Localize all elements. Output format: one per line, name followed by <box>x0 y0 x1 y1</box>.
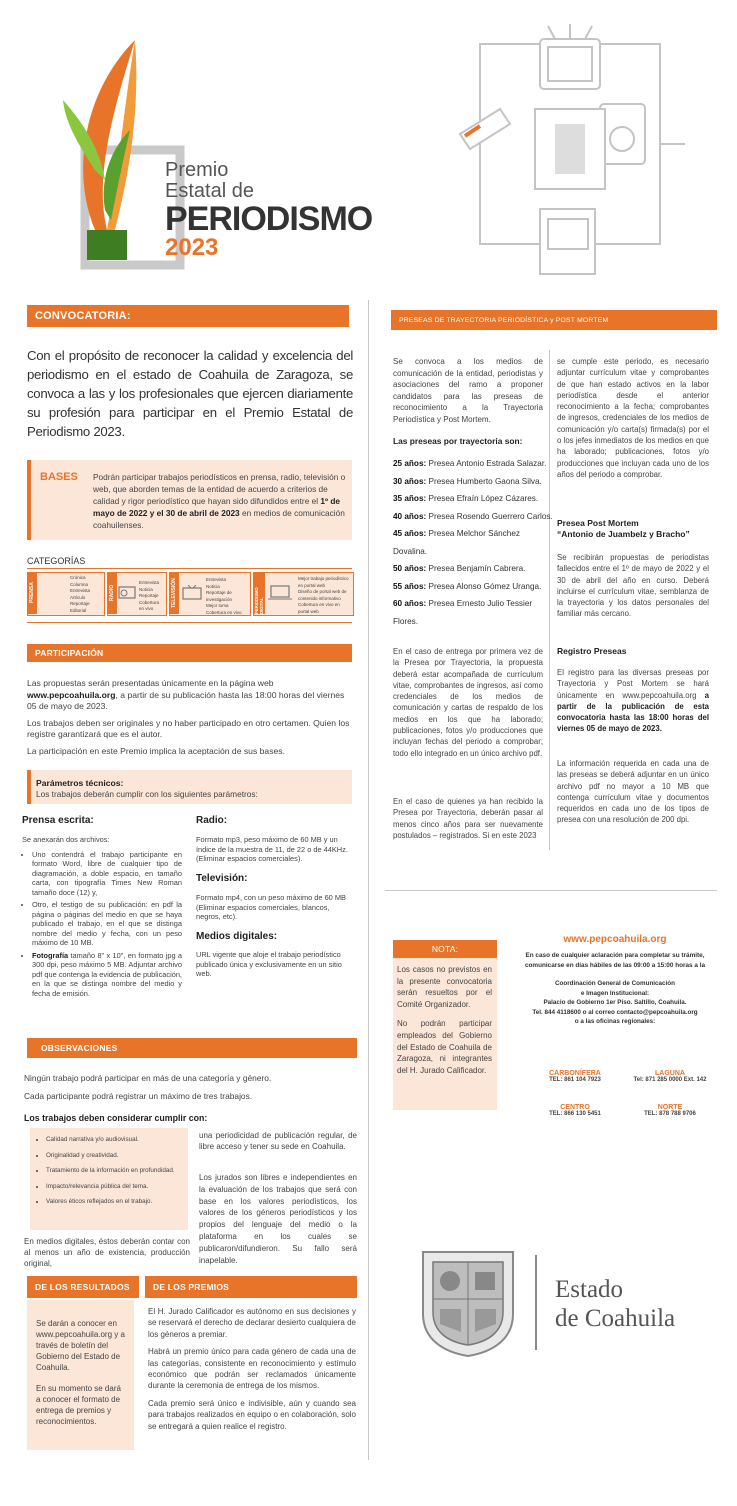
list-item: Cobertura en vivo en portal web <box>298 602 340 614</box>
region-norte <box>620 1104 720 1117</box>
categoria-prensa <box>27 572 105 616</box>
registro-text <box>557 667 709 735</box>
resultados-p2: En su momento se dará a conocer el formato de entrega de premios y reconocimientos. <box>36 1384 121 1426</box>
contacto-oficinas: o a las oficinas regionales: <box>574 1018 656 1025</box>
prensa-title: Prensa escrita: <box>22 815 94 826</box>
categoria-radio-tag: RADIO <box>107 572 117 614</box>
fotografia-label: Fotografía <box>32 950 69 960</box>
observaciones-p1: Ningún trabajo podrá participar en más de una categoría y género. <box>24 1073 272 1083</box>
list-item: Cobertura en vivo <box>139 599 160 612</box>
post-mortem-heading: Presea Post Mortem <box>557 518 639 528</box>
premios-p3: Cada premio será único e indivisible, aún y cuando sea para trabajos realizados en equipo o en colaboración, solo se entregará a quien realice el registro. <box>148 1398 356 1431</box>
list-item: Columna <box>70 581 89 587</box>
preseas-bar <box>391 310 717 330</box>
resultados-p1: Se darán a conocer en www.pepcoahuila.org y a través de boletín del Gobierno del Estado de Coahuila. <box>36 1319 125 1372</box>
registro-title: Registro Preseas <box>557 646 627 656</box>
preseas-entrega: En el caso de entrega por primera vez de la Presea por Trayectoria, la propuesta deberá estar acompañada de currículum vitae, comprobantes de ingresos, así como credenciales de los medios de comunicación y cartas de respaldo de los medios en los que ha laborado; publicaciones, fotos y/o producciones que incluyan fechas del periodo a comprobar; todo ello integrado en un único archivo pdf. <box>393 647 543 758</box>
list-item: Noticia <box>206 583 220 589</box>
presea-years: 35 años: <box>393 494 427 503</box>
presea-years: 55 años: <box>393 581 427 591</box>
computer-icon <box>268 585 292 600</box>
participacion-p2: Los trabajos deben ser originales y no haber participado en otro certamen. Quien los registre garantizará que es el autor. <box>27 717 350 739</box>
list-item <box>393 525 553 560</box>
header <box>0 0 737 290</box>
contacto-addr: Palacio de Gobierno 1er Piso. Saltillo, Coahuila. <box>543 999 687 1006</box>
nota-text <box>397 964 492 1081</box>
list-item: Noticia <box>139 586 153 592</box>
post-mortem-text: Se recibirán propuestas de periodistas fallecidos entre el 1º de mayo de 2022 y el 30 de abril del año en curso. Deberá incluirse el currículum vitae, semblanza de la trayectoria y los datos personales del familiar más cercano. <box>557 553 709 619</box>
contacto-coord1: Coordinación General de Comunicación <box>554 980 675 987</box>
radio-text: Formato mp3, peso máximo de 60 MB y un índice de la muestra de 11, de 22 o de 44KHz. (Eliminar espacios comerciales). <box>196 835 348 863</box>
presea-years: 30 años: <box>393 476 427 486</box>
premios-bar <box>145 1276 357 1298</box>
presea-name: Presea Alonso Gómez Uranga. <box>428 581 542 591</box>
list-item: Artículo <box>70 594 86 600</box>
premios-title: DE LOS PREMIOS <box>153 1282 230 1292</box>
region-name: CENTRO <box>560 1104 590 1111</box>
bases-left-stripe <box>27 460 31 540</box>
list-item: • Otro, el testigo de su publicación: en pdf la página o páginas del medio en que se haya publicado el trabajo, en el que se distinga nombre del medio y fecha, con un peso máximo de 10 MB. <box>32 900 182 948</box>
resultados-title: DE LOS RESULTADOS <box>35 1282 130 1292</box>
bases-text-c: en medios de comunicación coahuilenses. <box>93 508 345 530</box>
contacto-tel: Tel. 844 4118600 o al correo contacto@pepcoahuila.org <box>532 1008 698 1016</box>
presea-name: Presea Humberto Gaona Silva. <box>428 476 542 486</box>
estado-word: Estado <box>555 1276 624 1303</box>
presea-name: Presea Ernesto Julio Tessier Flores. <box>393 599 533 626</box>
premios-p1: El H. Jurado Calificador es autónomo en sus decisiones y se reservará el derecho de declarar desierto cualquiera de los géneros a premiar. <box>148 1307 356 1339</box>
list-item: • Tratamiento de la información en profundidad. <box>46 1167 194 1176</box>
contacto-web-link[interactable]: www.pepcoahuila.org <box>563 934 667 945</box>
list-item <box>32 951 182 999</box>
list-item: Reportaje <box>139 593 159 599</box>
region-tel: Tel: 871 285 0000 Ext. 142 <box>633 1077 707 1083</box>
participacion-bar <box>27 644 352 662</box>
region-name: CARBONÍFERA <box>549 1070 601 1077</box>
nota-p1: Los casos no previstos en la presente convocatoria serán resueltos por el Comité Organizador. <box>397 965 492 1009</box>
column-divider <box>368 300 369 1460</box>
media-icons-diagram <box>440 14 690 284</box>
categorias-title: CATEGORÍAS <box>27 556 86 566</box>
region-tel: TEL: 861 104 7923 <box>549 1077 601 1083</box>
preseas-title: PRESEAS DE TRAYECTORIA PERIODÍSTICA y POST MORTEM <box>399 316 609 324</box>
prensa-intro: Se anexarán dos archivos: <box>22 835 110 844</box>
list-item: Mejor toma <box>206 603 229 609</box>
estado-logo-text <box>555 1275 675 1333</box>
resultados-bar <box>27 1276 139 1298</box>
participacion-p3: La participación en este Premio implica la aceptación de sus bases. <box>27 745 285 756</box>
presea-name: Presea Benjamín Cabrera. <box>428 564 526 573</box>
parametros-stripe <box>27 770 31 804</box>
preseas-right1: se cumple este periodo, es necesario adjuntar currículum vitae y comprobantes de que han estado activos en la labor periodística desde el anterior reconocimiento a la fecha; comprobantes de ingresos, credenciales de los medios de comunicación y/o carta(s) firmada(s) por el o los jefes inmediatos de los medios en que ha laborado; publicaciones, fotos y/o producciones que incluyan cada uno de los años del periodo a comprobar. <box>557 357 709 479</box>
resultados-text <box>36 1318 126 1432</box>
list-item: Reportaje de investigación <box>206 590 233 602</box>
presea-years: 50 años: <box>393 564 427 573</box>
categoria-digital-tag: PERIODISMO DIGITAL <box>253 572 265 614</box>
preseas-list <box>393 455 553 630</box>
region-tel: TEL: 878 788 9706 <box>644 1111 696 1117</box>
television-title: Televisión: <box>196 873 248 884</box>
de-coahuila-word: de Coahuila <box>555 1305 676 1332</box>
post-mortem-subtitle: “Antonio de Juambelz y Bracho” <box>557 529 690 539</box>
list-item <box>393 490 553 508</box>
presea-years: 45 años: <box>393 529 427 538</box>
list-item <box>393 508 553 526</box>
right-rule <box>385 890 717 891</box>
contacto-aclaracion: En caso de cualquier aclaración para completar su trámite, comunicarse en días hábiles de las 09:00 a 15:00 horas a la <box>524 952 706 969</box>
television-text: Formato mp4, con un peso máximo de 60 MB (Eliminar espacios comerciales, blancos, negros, etc). <box>196 893 346 921</box>
year-word: 2023 <box>165 234 219 261</box>
list-item: Diseño de portal web de contenido informativo <box>298 589 347 601</box>
observaciones-right1: una periodicidad de publicación regular, de libre acceso y tener su sede en Coahuila. <box>199 1131 357 1151</box>
categoria-prensa-list <box>70 575 90 615</box>
registro-p2: La información requerida en cada una de las preseas se deberá adjuntar en un único archivo pdf no mayor a 10 MB que contenga currículum vitae y documentos requeridos en cada uno de los tipos de presea con una resolución de 200 dpi. <box>557 759 709 825</box>
list-item: Editorial <box>70 607 87 613</box>
preseas-recibido: En el caso de quienes ya han recibido la Presea por Trayectoria, deberán pasar al menos cinco años para ser nuevamente postulados – registrados. Si en este 2023 <box>393 797 543 840</box>
region-carbonifera <box>530 1070 620 1083</box>
bases-text <box>93 471 348 531</box>
participacion-p1 <box>27 678 353 713</box>
list-item: Cobertura en vivo <box>206 609 242 615</box>
list-item <box>393 578 553 596</box>
categoria-prensa-tag: PRENSA <box>27 572 37 614</box>
premios-p2: Habrá un premio único para cada género de cada una de las categorías, consistente en reconocimiento y estímulo económico que podrán ser reclamados únicamente durante la ceremonia de entrega de los mismos. <box>148 1347 356 1391</box>
region-name: NORTE <box>657 1104 683 1111</box>
nota-title: NOTA: <box>431 944 459 954</box>
presea-years: 40 años: <box>393 511 427 521</box>
presea-name: Presea Rosendo Guerrero Carlos. <box>428 511 553 521</box>
premios-text <box>148 1306 356 1437</box>
list-item: Crónica <box>70 575 86 580</box>
region-centro <box>530 1104 620 1117</box>
list-item: • Originalidad y creatividad. <box>46 1152 194 1161</box>
observaciones-title: OBSERVACIONES <box>41 1043 118 1053</box>
parametros-title: Parámetros técnicos: <box>36 778 124 788</box>
participacion-p1-a: Las propuestas serán presentadas únicamente en la página web <box>27 678 274 688</box>
list-item: • Uno contendrá el trabajo participante en formato Word, libre de cualquier tipo de diagramación, a doble espacio, en tamaño carta, con tipografía Times New Roman tamaño doce (12) y, <box>32 850 182 898</box>
contacto-coord2: e Imagen Institucional: <box>580 989 650 997</box>
presea-name: Presea Antonio Estrada Salazar. <box>428 459 547 468</box>
radio-icon <box>118 585 136 599</box>
participacion-title: PARTICIPACIÓN <box>35 648 104 658</box>
post-mortem-title <box>557 518 690 540</box>
categorias-rule <box>27 568 352 569</box>
region-laguna <box>620 1070 720 1083</box>
prensa-list <box>22 850 182 999</box>
presea-name: Presea Melchor Sánchez Dovalina. <box>393 529 520 556</box>
observaciones-bar <box>27 1038 357 1058</box>
list-item <box>393 455 553 473</box>
premio-title <box>165 160 372 260</box>
observaciones-right2: Los jurados son libres e independientes en la evaluación de los trabajos que será con base en los valores periodísticos, los valores de los géneros periodísticos y los propios del lenguaje del medio o la plataforma en los cuales se publicaron/difundieron. Su fallo será inapelable. <box>199 1173 357 1265</box>
coat-of-arms-logo <box>413 1244 523 1358</box>
participacion-web: www.pepcoahuila.org <box>27 689 116 700</box>
list-item: Entrevista <box>139 580 160 585</box>
categoria-radio-list <box>139 580 165 613</box>
fotografia-text: tamaño 8" x 10", en formato jpg a 300 dpi, peso máximo 5 MB. Adjuntar archivo pdf que contenga la evidencia de publicación, en la que se distinga nombre del medio y fecha de emisión. <box>32 950 182 998</box>
list-item: • Impacto/relevancia pública del tema. <box>46 1183 194 1192</box>
periodismo-word: PERIODISMO <box>165 200 373 238</box>
convocatoria-title: CONVOCATORIA: <box>35 310 131 322</box>
registro-text-a: El registro para las diversas preseas por Trayectoria y Post Mortem se hará únicamente en www.pepcoahuila.org <box>557 668 709 700</box>
categoria-digital-list <box>298 576 352 616</box>
participacion-p1-c: , a partir de su publicación hasta las 18:00 horas del viernes 05 de mayo de 2023. <box>27 689 345 711</box>
contacto <box>505 934 725 1027</box>
nota-bar <box>393 940 497 958</box>
categoria-television-tag: TELEVISIÓN <box>169 572 179 614</box>
tv-icon <box>182 585 202 600</box>
list-item: Entrevista <box>70 588 91 594</box>
convocatoria-bar <box>27 305 349 327</box>
estatal-word: Estatal de <box>165 180 254 202</box>
preseas-list-title: Las preseas por trayectoria son: <box>393 436 523 446</box>
bases-text-a: Podrán participar trabajos periodísticos en prensa, radio, televisión o web, que aborden temas de la entidad de acuerdo a criterios de calidad y rigor periodístico que hayan sido difundidos entre el <box>93 472 346 506</box>
list-item <box>393 473 553 491</box>
presea-name: Presea Efraín López Cázares. <box>428 494 539 503</box>
observaciones-subtitle: Los trabajos deben considerar cumplir con: <box>24 1113 208 1123</box>
prensa-body <box>22 835 182 1001</box>
cumplir-list <box>38 1136 194 1210</box>
list-item: Entrevista <box>206 577 227 582</box>
logo-divider <box>535 1255 537 1350</box>
list-item <box>393 560 553 578</box>
list-item: Mejor trabajo periodístico en portal web <box>298 576 349 588</box>
region-name: LAGUNA <box>655 1070 685 1077</box>
premio-word: Premio <box>165 159 229 181</box>
bases-label: BASES <box>40 471 78 483</box>
observaciones-p2: Cada participante podrá registrar un máximo de tres trabajos. <box>24 1090 253 1101</box>
presea-years: 60 años: <box>393 599 427 608</box>
nota-p2: No podrán participar empleados del Gobierno del Estado de Coahuila de Zaragoza, ni integrantes del H. Jurado Calificador. <box>397 1019 492 1075</box>
medios-digitales-note: En medios digitales, éstos deberán contar con al menos un año de existencia, producción original, <box>24 1237 190 1268</box>
radio-title: Radio: <box>196 815 228 826</box>
presea-years: 25 años: <box>393 459 427 468</box>
bases-dates: 1º de mayo de 2022 y el 30 de abril de 2023 <box>93 496 341 518</box>
digitales-text: URL vigente que aloje el trabajo periodístico publicado única y exclusivamente en un sitio web. <box>196 950 342 978</box>
convocatoria-intro: Con el propósito de reconocer la calidad y excelencia del periodismo en el estado de Coahuila de Zaragoza, se convoca a las y los profesionales que ejercen diariamente su profesión para participar en el Premio Estatal de Periodismo 2023. <box>27 348 353 439</box>
list-item: Reportaje <box>70 601 90 607</box>
participacion-text <box>27 678 353 762</box>
observaciones-text <box>24 1073 354 1107</box>
preseas-intro: Se convoca a los medios de comunicación de la entidad, periodistas y asociaciones del ramo a proponer candidatos para las preseas de reconocimiento a la Trayectoria Periodística y Post Mortem. <box>393 357 543 424</box>
categoria-television-list <box>206 577 248 617</box>
digitales-title: Medios digitales: <box>196 931 278 942</box>
parametros-text: Los trabajos deberán cumplir con los siguientes parámetros: <box>36 789 258 799</box>
registro-dates: a partir de la publicación de esta convocatoria hasta las 18:00 horas del viernes 05 de mayo de 2023. <box>557 690 709 734</box>
list-item: • Valores éticos reflejados en el trabajo. <box>46 1198 194 1207</box>
region-tel: TEL: 866 130 5451 <box>549 1111 601 1117</box>
categorias-bottom-rule <box>27 622 352 623</box>
list-item <box>393 595 553 630</box>
list-item: • Calidad narrativa y/o audiovisual. <box>46 1136 194 1145</box>
